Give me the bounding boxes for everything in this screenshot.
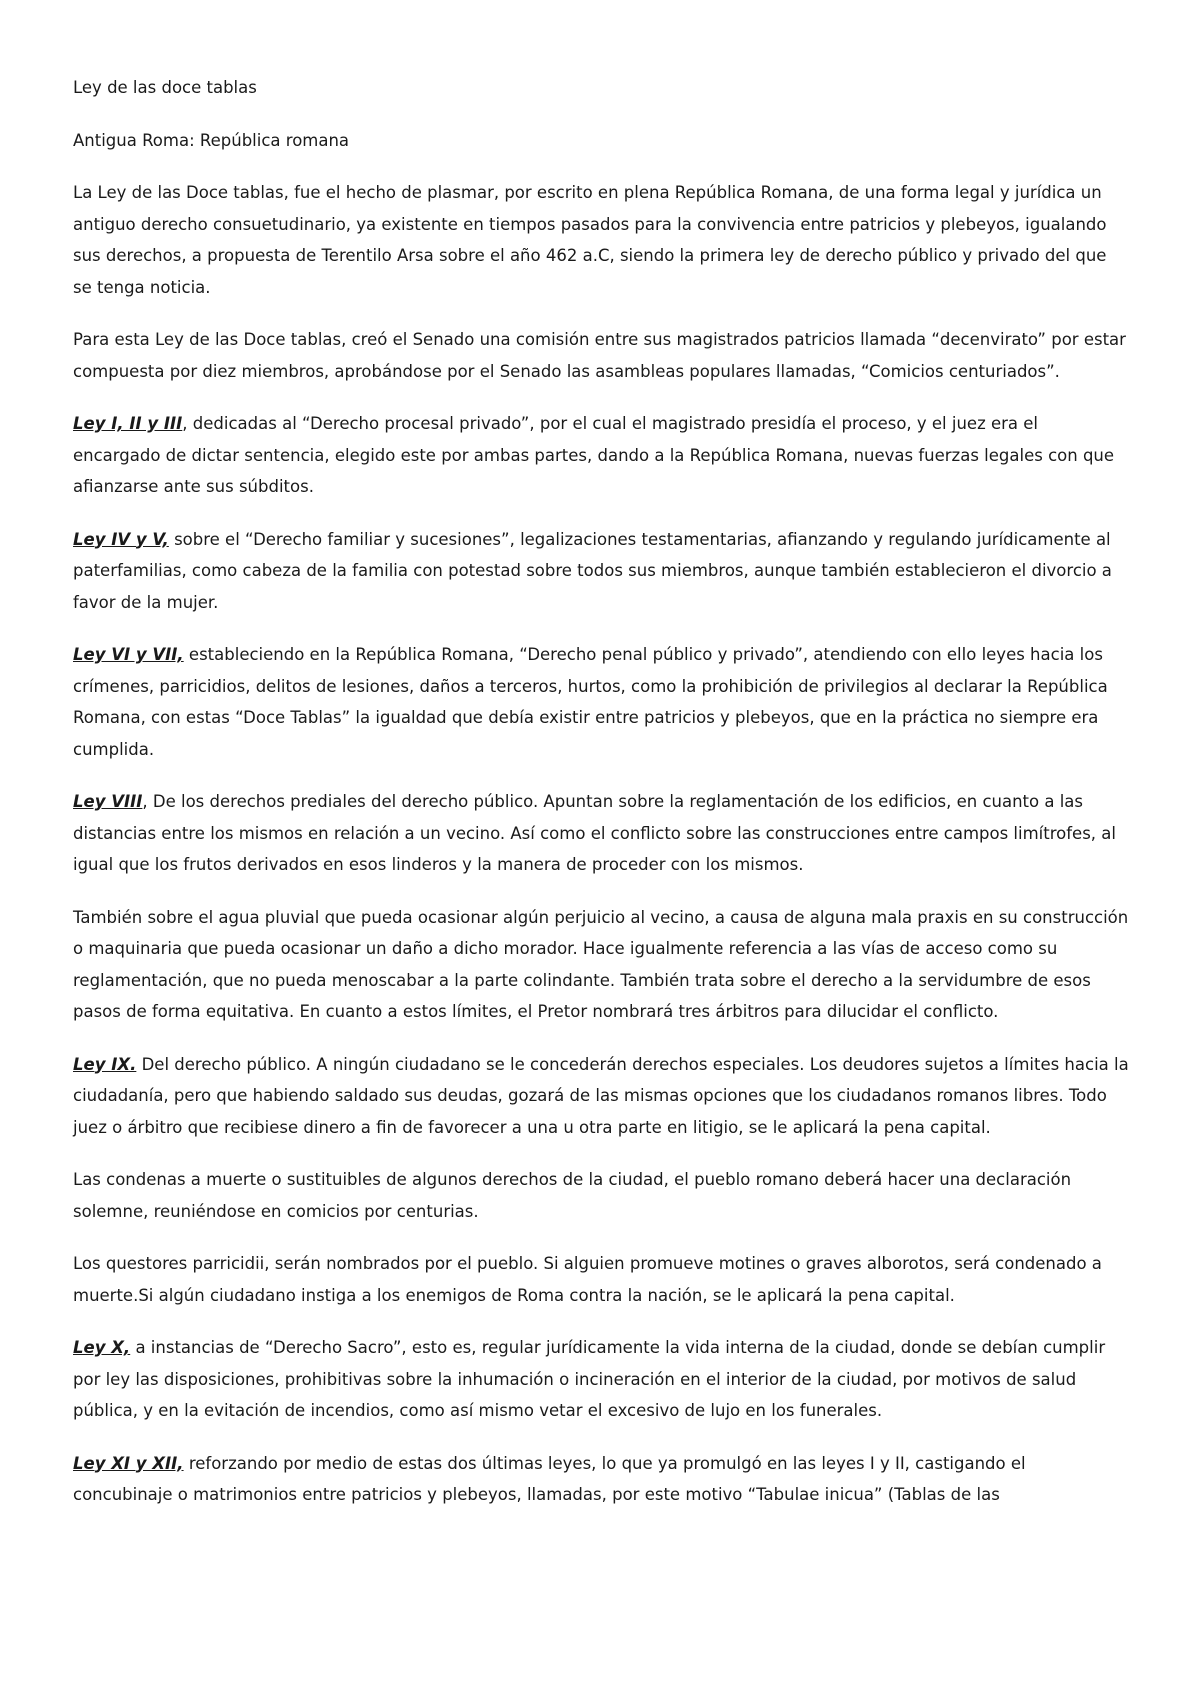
law-heading: Ley I, II y III [73,414,183,433]
paragraph [73,1049,1130,1144]
paragraph-text: reforzando por medio de estas dos últimas leyes, lo que ya promulgó en las leyes I y II, castigando el concubinaje o matrimonios entre patricios y plebeyos, llamadas, por este motivo “Tabulae inicua” (Tablas de las [73,1453,1026,1504]
document-title: Ley de las doce tablas [73,78,257,97]
paragraph-text: Las condenas a muerte o sustituibles de algunos derechos de la ciudad, el pueblo romano deberá hacer una declaración solemne, reuniéndose en comicios por centurias. [73,1170,1072,1221]
paragraph [73,639,1130,765]
document-subtitle: Antigua Roma: República romana [73,130,350,150]
paragraph [73,786,1130,881]
paragraph [73,324,1130,387]
paragraph-text: , dedicadas al “Derecho procesal privado”, por el cual el magistrado presidía el proceso, y el juez era el encargado de dictar sentencia, elegido este por ambas partes, dando a la República Romana, nuevas fuerzas legales con que afianzarse ante sus súbditos. [73,414,1115,496]
paragraph [73,1164,1130,1227]
paragraph [73,1448,1130,1511]
paragraph [73,177,1130,303]
law-heading: Ley IV y V, [73,529,169,549]
paragraph [73,902,1130,1028]
law-heading: Ley VI y VII, [73,645,184,664]
paragraph-text: estableciendo en la República Romana, “Derecho penal público y privado”, atendiendo con ello leyes hacia los crímenes, parricidios, delitos de lesiones, daños a terceros, hurtos, como la prohibición de privilegios al declarar la República Romana, con estas “Doce Tablas” la igualdad que debía existir entre patricios y plebeyos, que en la práctica no siempre era cumplida. [73,645,1108,759]
law-heading: Ley X, [73,1338,131,1357]
paragraph-text: La Ley de las Doce tablas, fue el hecho de plasmar, por escrito en plena República Romana, de una forma legal y jurídica un antiguo derecho consuetudinario, ya existente en tiempos pasados para la convivencia entre patricios y plebeyos, igualando sus derechos, a propuesta de Terentilo Arsa sobre el año 462 a.C, siendo la primera ley de derecho público y privado del que se tenga noticia. [73,183,1107,297]
paragraph [73,524,1130,619]
paragraph-text: sobre el “Derecho familiar y sucesiones”, legalizaciones testamentarias, afianzando y regulando jurídicamente al paterfamilias, como cabeza de la familia con potestad sobre todos sus miembros, aunque también establecieron el divorcio a favor de la mujer. [73,529,1112,612]
paragraph-text: Del derecho público. A ningún ciudadano se le concederán derechos especiales. Los deudores sujetos a límites hacia la ciudadanía, pero que habiendo saldado sus deudas, gozará de las mismas opciones que los ciudadanos romanos libres. Todo juez o árbitro que recibiese dinero a fin de favorecer a una u otra parte en litigio, se le aplicará la pena capital. [73,1054,1129,1137]
paragraph [73,408,1130,503]
law-heading: Ley VIII [73,792,143,811]
law-heading: Ley XI y XII, [73,1453,184,1473]
paragraph-text: a instancias de “Derecho Sacro”, esto es, regular jurídicamente la vida interna de la ciudad, donde se debían cumplir por ley las disposiciones, prohibitivas sobre la inhumación o incineración en el interior de la ciudad, por motivos de salud pública, y en la evitación de incendios, como así mismo vetar el excesivo de lujo en los funerales. [73,1338,1106,1420]
paragraph [73,1248,1130,1311]
paragraph-text: , De los derechos prediales del derecho público. Apuntan sobre la reglamentación de los edificios, en cuanto a las distancias entre los mismos en relación a un vecino. Así como el conflicto sobre las construcciones entre campos limítrofes, al igual que los frutos derivados en esos linderos y la manera de proceder con los mismos. [73,792,1116,874]
paragraph [73,1332,1130,1427]
paragraph-text: Los questores parricidii, serán nombrados por el pueblo. Si alguien promueve motines o graves alborotos, será condenado a muerte.Si algún ciudadano instiga a los enemigos de Roma contra la nación, se le aplicará la pena capital. [73,1254,1102,1305]
paragraph-text: También sobre el agua pluvial que pueda ocasionar algún perjuicio al vecino, a causa de alguna mala praxis en su construcción o maquinaria que pueda ocasionar un daño a dicho morador. Hace igualmente referencia a las vías de acceso como su reglamentación, que no pueda menoscabar a la parte colindante. También trata sobre el derecho a la servidumbre de esos pasos de forma equitativa. En cuanto a estos límites, el Pretor nombrará tres árbitros para dilucidar el conflicto. [73,907,1129,1021]
law-heading: Ley IX. [73,1054,137,1074]
paragraph-text: Para esta Ley de las Doce tablas, creó el Senado una comisión entre sus magistrados patricios llamada “decenvirato” por estar compuesta por diez miembros, aprobándose por el Senado las asambleas populares llamadas, “Comicios centuriados”. [73,330,1126,381]
